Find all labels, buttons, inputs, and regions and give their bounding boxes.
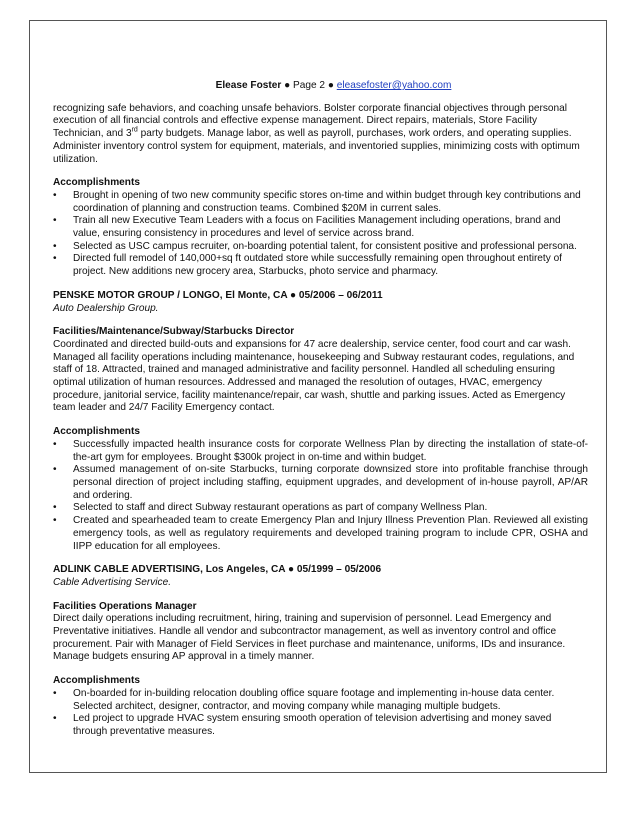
section-heading: Accomplishments (53, 426, 140, 438)
bullet-icon: • (53, 464, 57, 476)
list-item-text: Successfully impacted health insurance costs for corporate Wellness Plan by directing the installation of state-of-the-art gym for employees. Brought $300k project in on-time and within budget. (73, 438, 588, 463)
job-title: Facilities Operations Manager (53, 600, 197, 612)
list-item-text: Assumed management of on-site Starbucks, turning corporate downsized store into profitable franchise through personal direction of project including staffing, equipment upgrades, and development of in-house payroll, AP/AR and ordering. (73, 464, 588, 501)
list-item (53, 190, 588, 215)
list-item-text: Brought in opening of two new community specific stores on-time and within budget through key contributions and coordination of planning and construction teams. Combined $20M in current sales. (73, 189, 581, 214)
bullet-icon: • (53, 215, 57, 227)
header-name: Elease Foster (215, 80, 282, 91)
company-type: Cable Advertising Service. (53, 576, 172, 588)
section-heading: Accomplishments (53, 675, 140, 687)
intro-text: recognizing safe behaviors, and coaching unsafe behaviors. Bolster corporate financial objectives through personal execution of all financial controls and effective expense management. Direct repairs, materials, Store Facility Technician, and 3 (53, 102, 567, 140)
section-heading: Accomplishments (53, 177, 140, 189)
list-item-text: Directed full remodel of 140,000+sq ft outdated store while successfully remaining open throughout entirety of project. New additions new grocery area, Starbucks, photo service and pharmacy. (73, 253, 562, 278)
list-item-text: On-boarded for in-building relocation doubling office square footage and implementing in-house data center. Selected architect, designer, contractor, and moving company while managing multiple budgets. (73, 687, 555, 712)
job-description: Direct daily operations including recruitment, hiring, training and supervision of personnel. Lead Emergency and Preventative initiatives. Handle all vendor and subcontractor management, as well as inventory control and office procurement. Pair with Manager of Field Services in fleet purchase and maintenance, uniforms, IDs and insurance. Manage budgets ensuring AP approval in a timely manner. (53, 613, 566, 663)
separator: ● (327, 80, 334, 91)
list-item (53, 253, 588, 278)
bullet-icon: • (53, 240, 57, 252)
company-heading: ADLINK CABLE ADVERTISING, Los Angeles, CA ● 05/1999 – 05/2006 (53, 564, 382, 576)
list-item (53, 515, 588, 553)
superscript: rd (131, 126, 138, 134)
list-item (53, 215, 588, 240)
resume-page (53, 80, 588, 739)
bullet-icon: • (53, 687, 57, 699)
accomplishment-list (53, 688, 588, 739)
header-page: Page 2 (293, 80, 326, 91)
list-item (53, 502, 588, 515)
intro-paragraph (53, 103, 588, 167)
accomplishment-list (53, 439, 588, 553)
job-title: Facilities/Maintenance/Subway/Starbucks Director (53, 326, 295, 338)
list-item (53, 241, 588, 254)
separator: ● (284, 80, 291, 91)
company-type: Auto Dealership Group. (53, 302, 159, 314)
list-item (53, 713, 588, 738)
list-item-text: Selected as USC campus recruiter, on-boarding potential talent, for consistent positive and professional persona. (73, 240, 577, 252)
bullet-icon: • (53, 713, 57, 725)
bullet-icon: • (53, 515, 57, 527)
list-item-text: Selected to staff and direct Subway restaurant operations as part of company Wellness Plan. (73, 502, 488, 514)
accomplishment-list (53, 190, 588, 279)
company-heading: PENSKE MOTOR GROUP / LONGO, El Monte, CA ● 05/2006 – 06/2011 (53, 289, 383, 301)
email-link[interactable]: eleasefoster@yahoo.com (336, 80, 452, 91)
bullet-icon: • (53, 502, 57, 514)
list-item-text: Train all new Executive Team Leaders with a focus on Facilities Management including operations, brand and value, ensuring consistency in procedures and level of service across brand. (73, 215, 561, 240)
bullet-icon: • (53, 189, 57, 201)
page-header (79, 80, 588, 93)
job-description: Coordinated and directed build-outs and expansions for 47 acre dealership, service center, food court and car wash. Managed all facility operations including maintenance, housekeeping and Subway restaurant codes, regulations, and staff of 18. Attracted, trained and managed administrative and facility personnel. Handled all scheduling ensuring optimal utilization of human resources. Addressed and managed the resolution of outages, HVAC, emergency procedure, janitorial service, facility maintenance/repair, car wash, shuttle and parking issues. Acted as Emergency team leader and 24/7 Facility Emergency contact. (53, 338, 575, 414)
list-item (53, 688, 588, 713)
list-item (53, 439, 588, 464)
bullet-icon: • (53, 253, 57, 265)
list-item-text: Led project to upgrade HVAC system ensuring smooth operation of television advertising and money saved through preventative measures. (73, 713, 552, 737)
intro-text: party budgets. Manage labor, as well as payroll, purchases, work orders, and operating supplies. Administer inventory control system for equipment, materials, and inventoried supplies, minimizing costs with optimum utilization. (53, 128, 580, 165)
bullet-icon: • (53, 438, 57, 450)
list-item-text: Created and spearheaded team to create Emergency Plan and Injury Illness Prevention Plan. Reviewed all existing emergency tools, as well as regulatory requirements and developed training program to include CPR, OSHA and IIPP education for all employees. (73, 515, 588, 552)
list-item (53, 464, 588, 502)
